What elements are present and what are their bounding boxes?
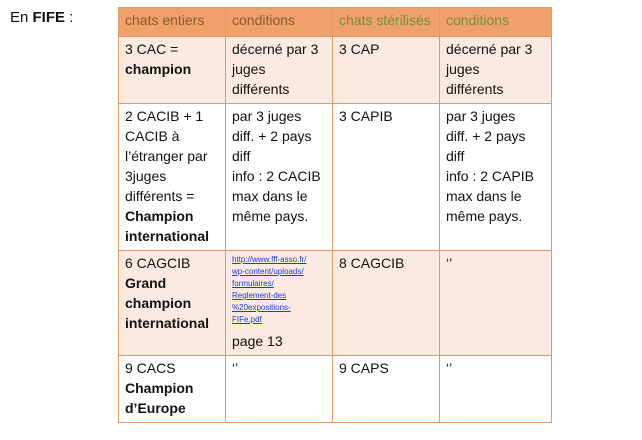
link-line[interactable]: wp-content/uploads/ xyxy=(232,267,304,276)
header-chats-entiers: chats entiers xyxy=(119,8,226,37)
cell-line: l’étranger par xyxy=(125,148,208,164)
cell-line: 2 CACIB + 1 xyxy=(125,108,204,124)
cell-title xyxy=(119,37,226,104)
cell-title xyxy=(119,251,226,356)
cell-line: par 3 juges xyxy=(446,108,516,124)
fife-titles-table xyxy=(118,7,552,423)
cell-title-bold: international xyxy=(125,315,210,331)
cell-line: juges xyxy=(232,61,266,77)
cell-line: 8 CAGCIB xyxy=(339,255,405,271)
cell-title-bold: champion xyxy=(125,61,192,77)
link-line[interactable]: Reglement-des xyxy=(232,291,287,300)
cell-line: même pays. xyxy=(232,208,309,224)
cell-line: différents xyxy=(232,81,290,97)
cell-line: même pays. xyxy=(446,208,523,224)
cell-line: CACIB à xyxy=(125,128,180,144)
cell-title-bold: champion xyxy=(125,295,192,311)
cell-line: 3 CAC = xyxy=(125,41,179,57)
cell-sterilised-title xyxy=(333,251,440,356)
cell-line: diff. + 2 pays xyxy=(446,128,526,144)
cell-line: par 3 juges xyxy=(232,108,302,124)
cell-sterilised-title xyxy=(333,37,440,104)
cell-conditions xyxy=(226,251,333,356)
cell-sterilised-title xyxy=(333,104,440,251)
cell-sterilised-conditions xyxy=(440,356,552,423)
cell-title-bold: Champion xyxy=(125,208,194,224)
cell-line: juges xyxy=(446,61,480,77)
cell-sterilised-title xyxy=(333,356,440,423)
cell-title-bold: Grand xyxy=(125,275,167,291)
table-row xyxy=(119,251,552,356)
cell-line: 6 CAGCIB xyxy=(125,255,191,271)
cell-title xyxy=(119,356,226,423)
cell-line: décerné par 3 xyxy=(232,41,319,57)
cell-line: différents = xyxy=(125,188,195,204)
cell-line: décerné par 3 xyxy=(446,41,533,57)
cell-conditions xyxy=(226,356,333,423)
table-row xyxy=(119,356,552,423)
link-line[interactable]: http://www.fff-asso.fr/ xyxy=(232,255,307,264)
cell-line: différents xyxy=(446,81,504,97)
cell-line: info : 2 CAPIB xyxy=(446,168,534,184)
reglement-link[interactable] xyxy=(232,255,326,325)
cell-sterilised-conditions xyxy=(440,104,552,251)
cell-line: max dans le xyxy=(232,188,308,204)
intro-fife: FIFE xyxy=(32,9,66,26)
cell-title xyxy=(119,104,226,251)
header-conditions-sterilises: conditions xyxy=(440,8,552,37)
intro-suffix: : xyxy=(65,9,74,26)
cell-line: info : 2 CACIB xyxy=(232,168,321,184)
cell-conditions xyxy=(226,37,333,104)
page-reference: page 13 xyxy=(232,333,283,349)
table-row xyxy=(119,104,552,251)
cell-title-bold: Champion xyxy=(125,380,194,396)
intro-label xyxy=(10,8,73,28)
ditto-mark: ‘’ xyxy=(446,360,453,376)
cell-line: 3 CAPIB xyxy=(339,108,393,124)
table-row xyxy=(119,37,552,104)
header-chats-sterilises: chats stérilisés xyxy=(333,8,440,37)
cell-title-bold: international xyxy=(125,228,210,244)
cell-sterilised-conditions xyxy=(440,251,552,356)
header-conditions-entiers: conditions xyxy=(226,8,333,37)
table-header-row xyxy=(119,8,552,37)
link-line[interactable]: %20expositions- xyxy=(232,303,291,312)
cell-sterilised-conditions xyxy=(440,37,552,104)
cell-line: max dans le xyxy=(446,188,522,204)
link-line[interactable]: FIFe.pdf xyxy=(232,315,262,324)
cell-line: diff. + 2 pays xyxy=(232,128,312,144)
link-line[interactable]: formulaires/ xyxy=(232,279,274,288)
cell-line: 9 CACS xyxy=(125,360,176,376)
cell-conditions xyxy=(226,104,333,251)
ditto-mark: ‘’ xyxy=(232,360,239,376)
cell-line: 9 CAPS xyxy=(339,360,389,376)
cell-line: 3juges xyxy=(125,168,167,184)
cell-line: diff xyxy=(232,148,251,164)
cell-line: diff xyxy=(446,148,465,164)
cell-title-bold: d’Europe xyxy=(125,400,186,416)
intro-prefix: En xyxy=(10,9,33,26)
cell-line: 3 CAP xyxy=(339,41,380,57)
ditto-mark: ‘’ xyxy=(446,255,453,271)
